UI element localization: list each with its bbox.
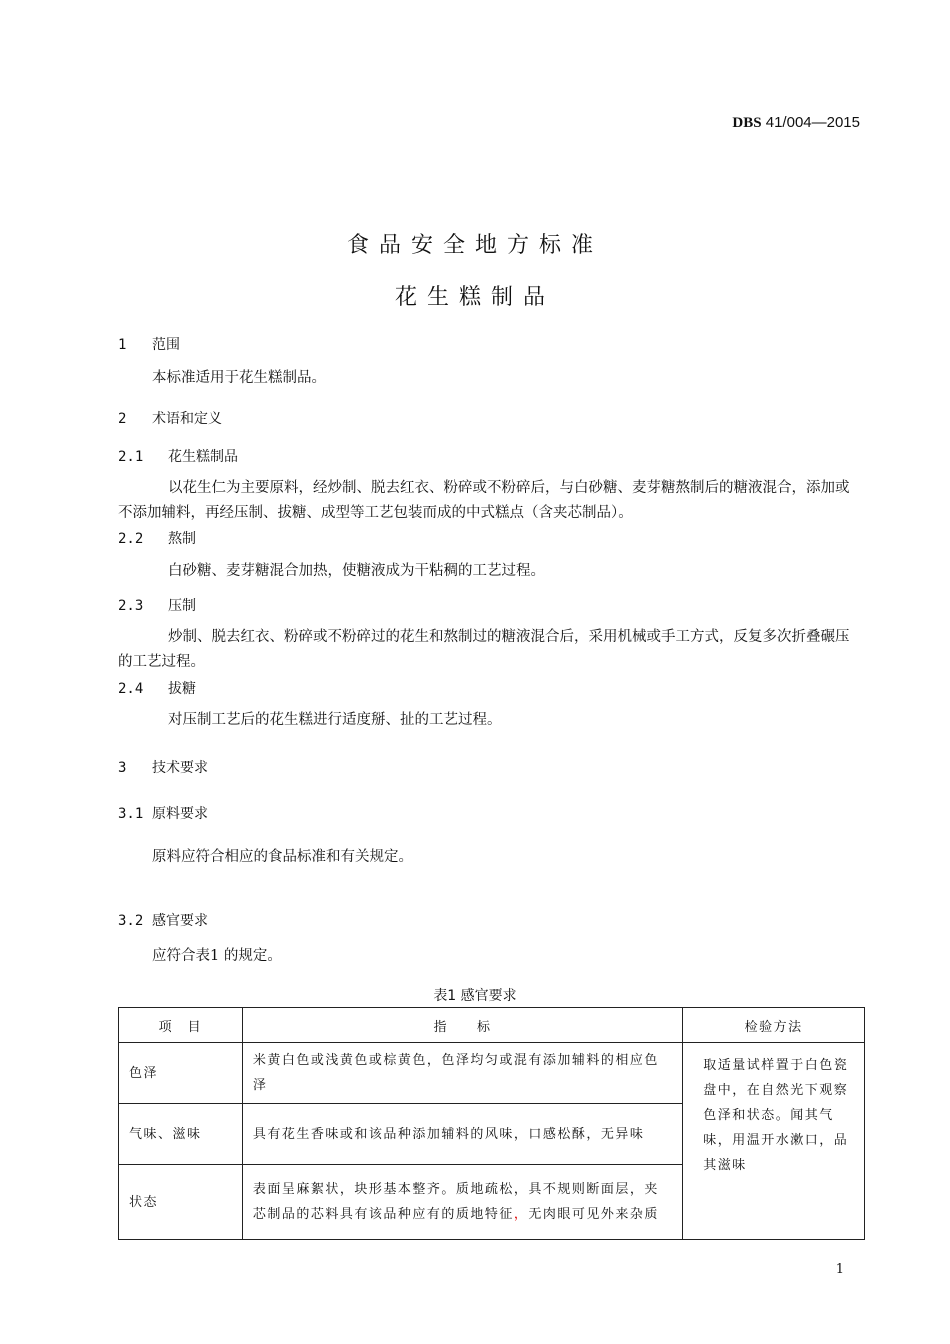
section-2-3-heading: 2.3 压制 — [118, 598, 196, 614]
row-item: 气味、滋味 — [119, 1104, 243, 1165]
page-number: 1 — [835, 1262, 844, 1277]
section-3-2-heading: 3.2 感官要求 — [118, 913, 208, 929]
sub-title: 花生糕制品 — [394, 285, 555, 310]
row-item: 色泽 — [119, 1043, 243, 1104]
main-title: 食品安全地方标准 — [346, 233, 603, 258]
section-2-4-heading: 2.4 拔糖 — [118, 681, 196, 697]
standard-code: DBS 41/004—2015 — [732, 114, 860, 131]
section-2-2-text: 白砂糖、麦芽糖混合加热，使糖液成为干粘稠的工艺过程。 — [168, 563, 545, 579]
section-2-4-text: 对压制工艺后的花生糕进行适度掰、扯的工艺过程。 — [168, 712, 502, 728]
table-row — [119, 1043, 865, 1104]
section-1-text: 本标准适用于花生糕制品。 — [152, 370, 326, 386]
section-3-1-heading: 3.1 原料要求 — [118, 806, 208, 822]
section-2-1-text: 以花生仁为主要原料，经炒制、脱去红衣、粉碎或不粉碎后，与白砂糖、麦芽糖熬制后的糖液混合，添加或不添加辅料，再经压制、拔糖、成型等工艺包装而成的中式糕点（含夹芯制品）。 — [118, 480, 850, 521]
row-item: 状态 — [119, 1165, 243, 1240]
row-spec: 表面呈麻絮状，块形基本整齐。质地疏松，具不规则断面层，夹芯制品的芯料具有该品种应有的质地特征，无肉眼可见外来杂质 — [242, 1165, 682, 1240]
table-header-row — [119, 1008, 865, 1043]
section-3-1-text: 原料应符合相应的食品标准和有关规定。 — [152, 849, 413, 865]
section-2-3-text: 炒制、脱去红衣、粉碎或不粉碎过的花生和熬制过的糖液混合后，采用机械或手工方式，反复多次折叠碾压的工艺过程。 — [118, 629, 850, 670]
row-spec: 米黄白色或浅黄色或棕黄色，色泽均匀或混有添加辅料的相应色泽 — [242, 1043, 682, 1104]
header-spec: 指 标 — [242, 1008, 682, 1043]
header-method: 检验方法 — [683, 1008, 865, 1043]
section-2-2-heading: 2.2 熬制 — [118, 531, 196, 547]
sensory-requirements-table — [118, 1007, 865, 1240]
section-2-heading: 2 术语和定义 — [118, 411, 222, 427]
row-spec: 具有花生香味或和该品种添加辅料的风味，口感松酥，无异味 — [242, 1104, 682, 1165]
section-3-2-text: 应符合表1 的规定。 — [152, 948, 282, 964]
section-2-1-heading: 2.1 花生糕制品 — [118, 449, 238, 465]
table-caption: 表1 感官要求 — [433, 988, 517, 1004]
section-3-heading: 3 技术要求 — [118, 760, 208, 776]
section-1-heading: 1 范围 — [118, 337, 180, 353]
inspection-method: 取适量试样置于白色瓷盘中，在自然光下观察色泽和状态。闻其气味，用温开水漱口，品其滋味 — [683, 1043, 865, 1240]
header-item: 项 目 — [119, 1008, 243, 1043]
